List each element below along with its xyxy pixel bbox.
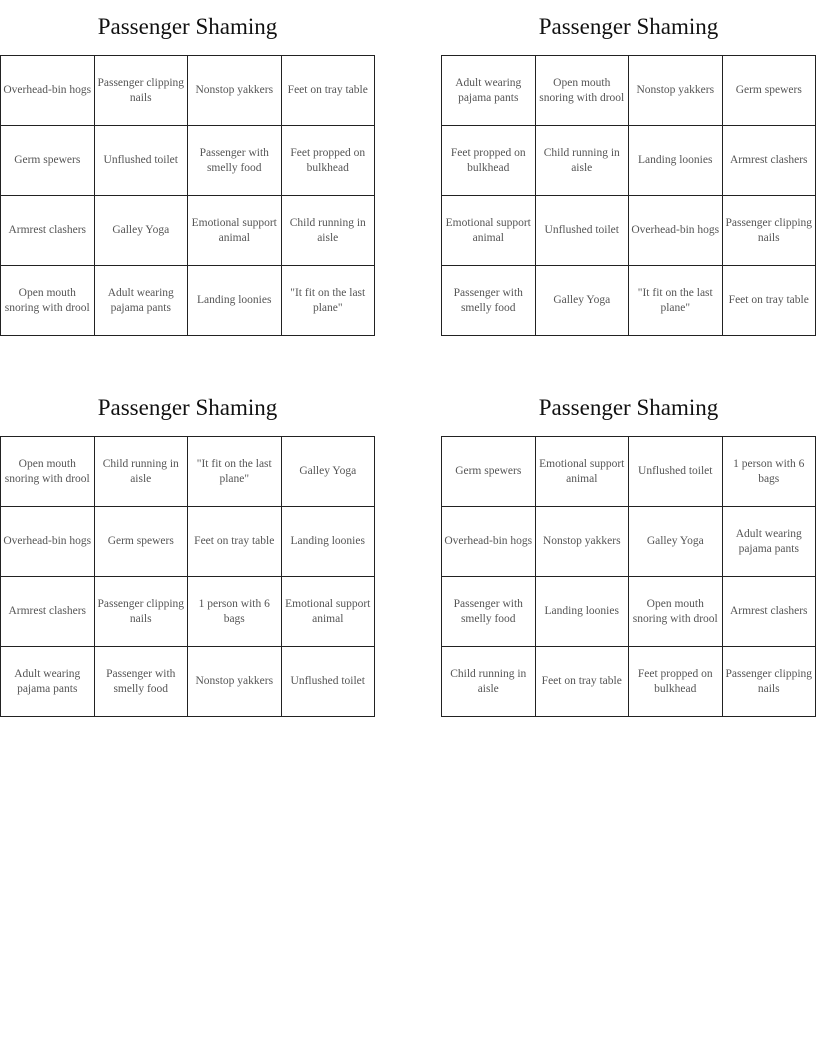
grid-row (1, 437, 375, 507)
bingo-square: 1 person with 6 bags (188, 577, 282, 647)
grid-row (1, 507, 375, 577)
bingo-square: Germ spewers (1, 126, 95, 196)
bingo-square: Feet propped on bulkhead (629, 647, 723, 717)
bingo-card (441, 381, 816, 717)
grid-row (442, 266, 816, 336)
grid-row (1, 126, 375, 196)
bingo-square: Emotional support animal (281, 577, 375, 647)
card-title: Passenger Shaming (538, 395, 719, 420)
bingo-square: Galley Yoga (94, 196, 188, 266)
bingo-square: Landing loonies (188, 266, 282, 336)
bingo-grid (0, 55, 375, 336)
bingo-square: Nonstop yakkers (188, 56, 282, 126)
bingo-square: 1 person with 6 bags (722, 437, 816, 507)
card-title: Passenger Shaming (97, 14, 278, 39)
bingo-square: Passenger with smelly food (442, 577, 536, 647)
bingo-square: Passenger clipping nails (94, 577, 188, 647)
bingo-square: Unflushed toilet (535, 196, 629, 266)
bingo-card (0, 0, 375, 336)
bingo-square: Passenger with smelly food (94, 647, 188, 717)
grid-row (1, 577, 375, 647)
bingo-square: Feet on tray table (281, 56, 375, 126)
bingo-square: Passenger clipping nails (94, 56, 188, 126)
bingo-square: Landing loonies (629, 126, 723, 196)
bingo-square: Child running in aisle (281, 196, 375, 266)
bingo-square: Child running in aisle (535, 126, 629, 196)
bingo-card (0, 381, 375, 717)
bingo-square: Emotional support animal (188, 196, 282, 266)
bingo-grid (0, 436, 375, 717)
bingo-square: Child running in aisle (442, 647, 536, 717)
bingo-square: Open mouth snoring with drool (629, 577, 723, 647)
bingo-square: Passenger with smelly food (442, 266, 536, 336)
card-title: Passenger Shaming (97, 395, 278, 420)
bingo-square: "It fit on the last plane" (188, 437, 282, 507)
bingo-square: Nonstop yakkers (188, 647, 282, 717)
bingo-square: Adult wearing pajama pants (442, 56, 536, 126)
bingo-square: Germ spewers (94, 507, 188, 577)
bingo-square: Overhead-bin hogs (1, 56, 95, 126)
bingo-grid (441, 55, 816, 336)
bingo-square: "It fit on the last plane" (281, 266, 375, 336)
bingo-square: Passenger clipping nails (722, 647, 816, 717)
bingo-square: Feet on tray table (188, 507, 282, 577)
grid-row (442, 56, 816, 126)
bingo-square: Overhead-bin hogs (442, 507, 536, 577)
bingo-square: Armrest clashers (1, 196, 95, 266)
bingo-square: Passenger with smelly food (188, 126, 282, 196)
bingo-square: Germ spewers (722, 56, 816, 126)
grid-row (442, 437, 816, 507)
card-title: Passenger Shaming (538, 14, 719, 39)
bingo-square: Armrest clashers (1, 577, 95, 647)
bingo-square: Nonstop yakkers (535, 507, 629, 577)
bingo-square: Open mouth snoring with drool (1, 437, 95, 507)
bingo-square: Feet propped on bulkhead (442, 126, 536, 196)
bingo-square: Overhead-bin hogs (1, 507, 95, 577)
bingo-square: Feet on tray table (535, 647, 629, 717)
bingo-square: Nonstop yakkers (629, 56, 723, 126)
bingo-card (441, 0, 816, 336)
bingo-square: Child running in aisle (94, 437, 188, 507)
bingo-square: Feet on tray table (722, 266, 816, 336)
bingo-square: Adult wearing pajama pants (722, 507, 816, 577)
bingo-square: Unflushed toilet (281, 647, 375, 717)
bingo-square: Emotional support animal (535, 437, 629, 507)
bingo-square: Adult wearing pajama pants (94, 266, 188, 336)
bingo-square: Galley Yoga (281, 437, 375, 507)
bingo-square: Galley Yoga (629, 507, 723, 577)
bingo-square: Unflushed toilet (629, 437, 723, 507)
grid-row (442, 507, 816, 577)
bingo-square: Germ spewers (442, 437, 536, 507)
grid-row (442, 126, 816, 196)
bingo-square: Open mouth snoring with drool (535, 56, 629, 126)
grid-row (1, 196, 375, 266)
grid-row (1, 266, 375, 336)
bingo-square: Passenger clipping nails (722, 196, 816, 266)
bingo-square: Galley Yoga (535, 266, 629, 336)
bingo-square: Landing loonies (535, 577, 629, 647)
bingo-grid (441, 436, 816, 717)
bingo-square: Overhead-bin hogs (629, 196, 723, 266)
bingo-square: Armrest clashers (722, 577, 816, 647)
grid-row (1, 647, 375, 717)
bingo-square: Adult wearing pajama pants (1, 647, 95, 717)
bingo-square: Landing loonies (281, 507, 375, 577)
bingo-square: Armrest clashers (722, 126, 816, 196)
bingo-square: "It fit on the last plane" (629, 266, 723, 336)
grid-row (442, 577, 816, 647)
bingo-square: Open mouth snoring with drool (1, 266, 95, 336)
grid-row (442, 196, 816, 266)
bingo-square: Emotional support animal (442, 196, 536, 266)
grid-row (442, 647, 816, 717)
bingo-square: Feet propped on bulkhead (281, 126, 375, 196)
bingo-square: Unflushed toilet (94, 126, 188, 196)
grid-row (1, 56, 375, 126)
